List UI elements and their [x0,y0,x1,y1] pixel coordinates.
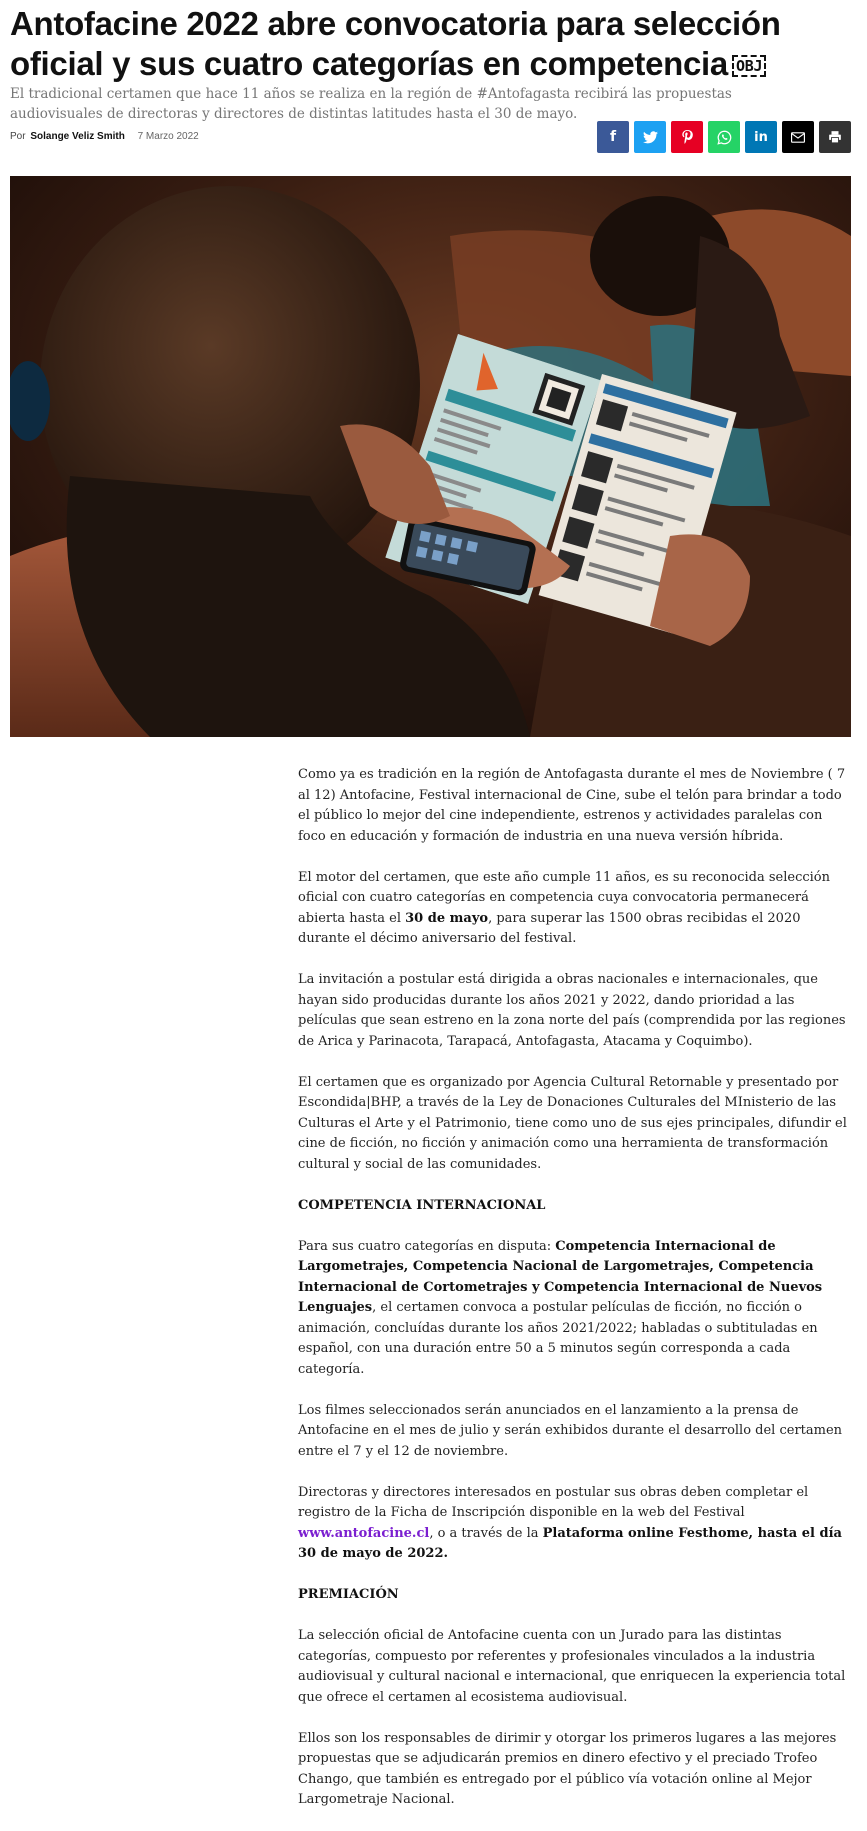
share-linkedin-button[interactable] [745,121,777,153]
paragraph-selection: Los filmes seleccionados serán anunciados en el lanzamiento a la prensa de Antofacine en el mes de julio y serán exhibidos durante el desarrollo del certamen entre el 7 y el 12 de noviembre. [298,1402,843,1459]
email-icon [791,132,805,143]
paragraph-registration-text: Directoras y directores interesados en postular sus obras deben completar el registro de la Ficha de Inscripción disponible en la web del Festival [298,1484,809,1520]
heading-premiacion-text: PREMIACIÓN [298,1587,399,1602]
share-facebook-button[interactable] [597,121,629,153]
paragraph-intro: Como ya es tradición en la región de Antofagasta durante el mes de Noviembre ( 7 al 12) Antofacine, Festival internacional de Cine, sube el telón para brindar a todo el público lo mejor del cine independiente, estrenos y actividades paralelas con foco en educación y formación de industria en una nueva versión híbrida. [298,767,846,844]
categories-list: Competencia Internacional de Largometrajes, Competencia Nacional de Largometrajes, Competencia Internacional de Cortometrajes y Competencia Internacional de Nuevos Lenguajes [298,1238,823,1315]
section-heading-competencia [298,1196,851,1217]
paragraph-categories [298,1237,851,1381]
paragraph-invitation: La invitación a postular está dirigida a obras nacionales e internacionales, que hayan sido producidas durante los años 2021 y 2022, dando prioridad a las películas que sean estreno en la zona norte del país (comprendida por las regiones de Arica y Parinacota, Tarapacá, Antofagasta, Atacama y Coquimbo). [298,972,846,1049]
paragraph-motor-text-end: , para superar las 1500 obras recibidas el 2020 durante el décimo aniversario del festival. [298,910,801,946]
share-email-button[interactable] [782,121,814,153]
article-body [298,765,851,1831]
festival-website-link[interactable]: www.antofacine.cl [298,1525,430,1541]
festival-audience-photo [10,176,851,737]
share-twitter-button[interactable] [634,121,666,153]
share-whatsapp-button[interactable] [708,121,740,153]
hero-image [10,176,851,737]
heading-competencia-text: COMPETENCIA INTERNACIONAL [298,1197,546,1213]
paragraph-jury: La selección oficial de Antofacine cuenta con un Jurado para las distintas categorías, compuesto por referentes y profesionales vinculados a la industria audiovisual y cultural nacional e internacional, que enriquecen la experiencia total que ofrece el certamen al ecosistema audiovisual. [298,1628,846,1705]
article-title [10,4,860,84]
print-icon [828,130,842,144]
section-heading-premiacion [298,1585,851,1606]
whatsapp-icon [717,130,732,145]
article-title-text: Antofacine 2022 abre convocatoria para selección oficial y sus cuatro categorías en competencia [10,5,781,82]
share-pinterest-button[interactable] [671,121,703,153]
publish-date: 7 Marzo 2022 [137,131,199,142]
print-button[interactable] [819,121,851,153]
author-link[interactable]: Solange Veliz Smith [30,131,125,142]
deadline-emphasis: 30 de mayo [405,910,489,926]
byline [10,131,199,142]
twitter-icon [643,131,658,144]
paragraph-awards: Ellos son los responsables de dirimir y otorgar los primeros lugares a las mejores propuestas que se adjudicarán premios en dinero efectivo y el preciado Trofeo Chango, que también es entregado por el público vía votación online al Mejor Largometraje Nacional. [298,1730,837,1807]
linkedin-icon: in [754,129,768,145]
facebook-icon: f [609,129,617,145]
paragraph-categories-end: , el certamen convoca a postular películas de ficción, no ficción o animación, concluídas durante los años 2021/2022; habladas o subtituladas en español, con una duración entre 50 a 5 minutos según corresponda a cada categoría. [298,1300,818,1377]
object-placeholder-glyph: OBJ [732,55,766,77]
paragraph-organizer: El certamen que es organizado por Agencia Cultural Retornable y presentado por Escondida|BHP, a través de la Ley de Donaciones Culturales del MInisterio de las Culturas el Arte y el Patrimonio, tiene como uno de sus ejes principales, difundir el cine de ficción, no ficción y animación como una herramienta de transformación cultural y social de las comunidades. [298,1074,847,1172]
by-label: Por [10,131,26,142]
paragraph-categories-intro: Para sus cuatro categorías en disputa: [298,1238,556,1254]
paragraph-motor-text: El motor del certamen, que este año cumple 11 años, es su reconocida selección oficial con cuatro categorías en competencia cuya convocatoria permanecerá abierta hasta el [298,869,830,926]
platform-deadline: Plataforma online Festhome, hasta el día 30 de mayo de 2022. [298,1525,842,1561]
pinterest-icon [681,130,694,145]
paragraph-motor [298,868,851,950]
share-buttons [597,121,851,153]
article-subtitle: El tradicional certamen que hace 11 años se realiza en la región de #Antofagasta recibirá las propuestas audiovisuales de directoras y directores de distintas latitudes hasta el 30 de mayo. [10,86,732,122]
paragraph-registration-mid: , o a través de la [429,1525,543,1541]
paragraph-registration [298,1483,851,1565]
